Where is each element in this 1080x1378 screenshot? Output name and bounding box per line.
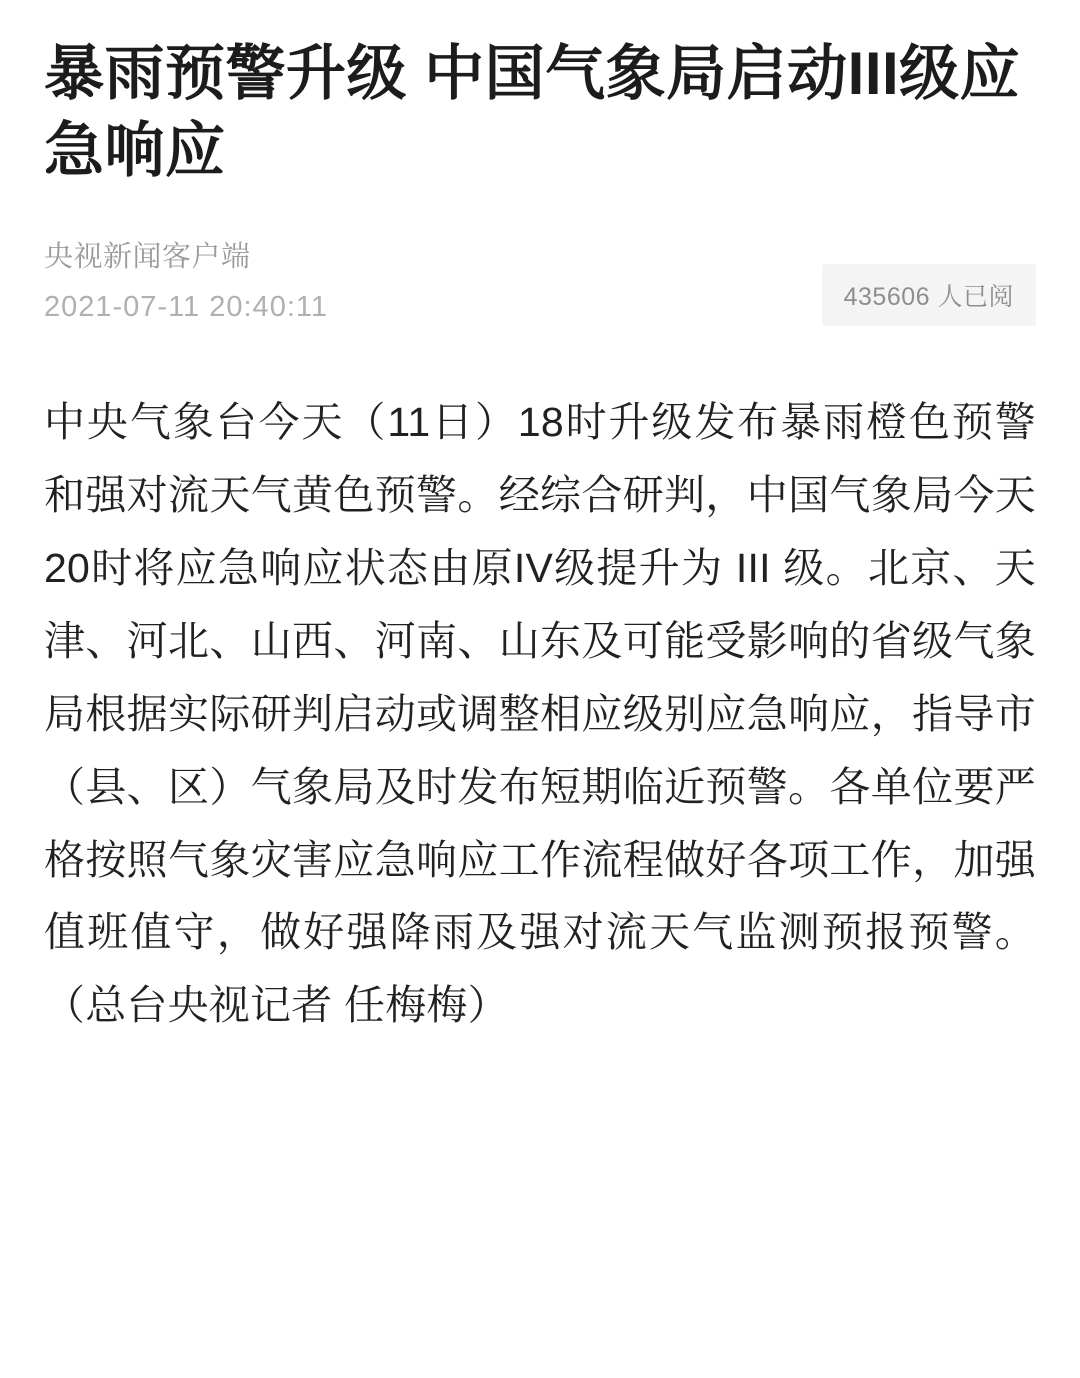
article-body: 中央气象台今天（11日）18时升级发布暴雨橙色预警和强对流天气黄色预警。经综合研判，中国气象局今天20时将应急响应状态由原IV级提升为 III 级。北京、天津、河北、山西、河南、山东及可能受影响的省级气象局根据实际研判启动或调整相应级别应急响应，指导市（县、区）气象局及时发布短期临近预警。各单位要严格按照气象灾害应急响应工作流程做好各项工作，加强值班值守，做好强降雨及强对流天气监测预报预警。（总台央视记者 任梅梅） <box>44 398 1036 1029</box>
meta-left-group <box>44 236 328 328</box>
article-source: 央视新闻客户端 <box>44 240 251 273</box>
article-meta <box>44 236 1036 328</box>
article-timestamp: 2021-07-11 20:40:11 <box>44 291 328 324</box>
page-title: 暴雨预警升级 中国气象局启动III级应急响应 <box>44 40 1021 184</box>
read-count-badge: 435606 人已阅 <box>822 264 1036 326</box>
